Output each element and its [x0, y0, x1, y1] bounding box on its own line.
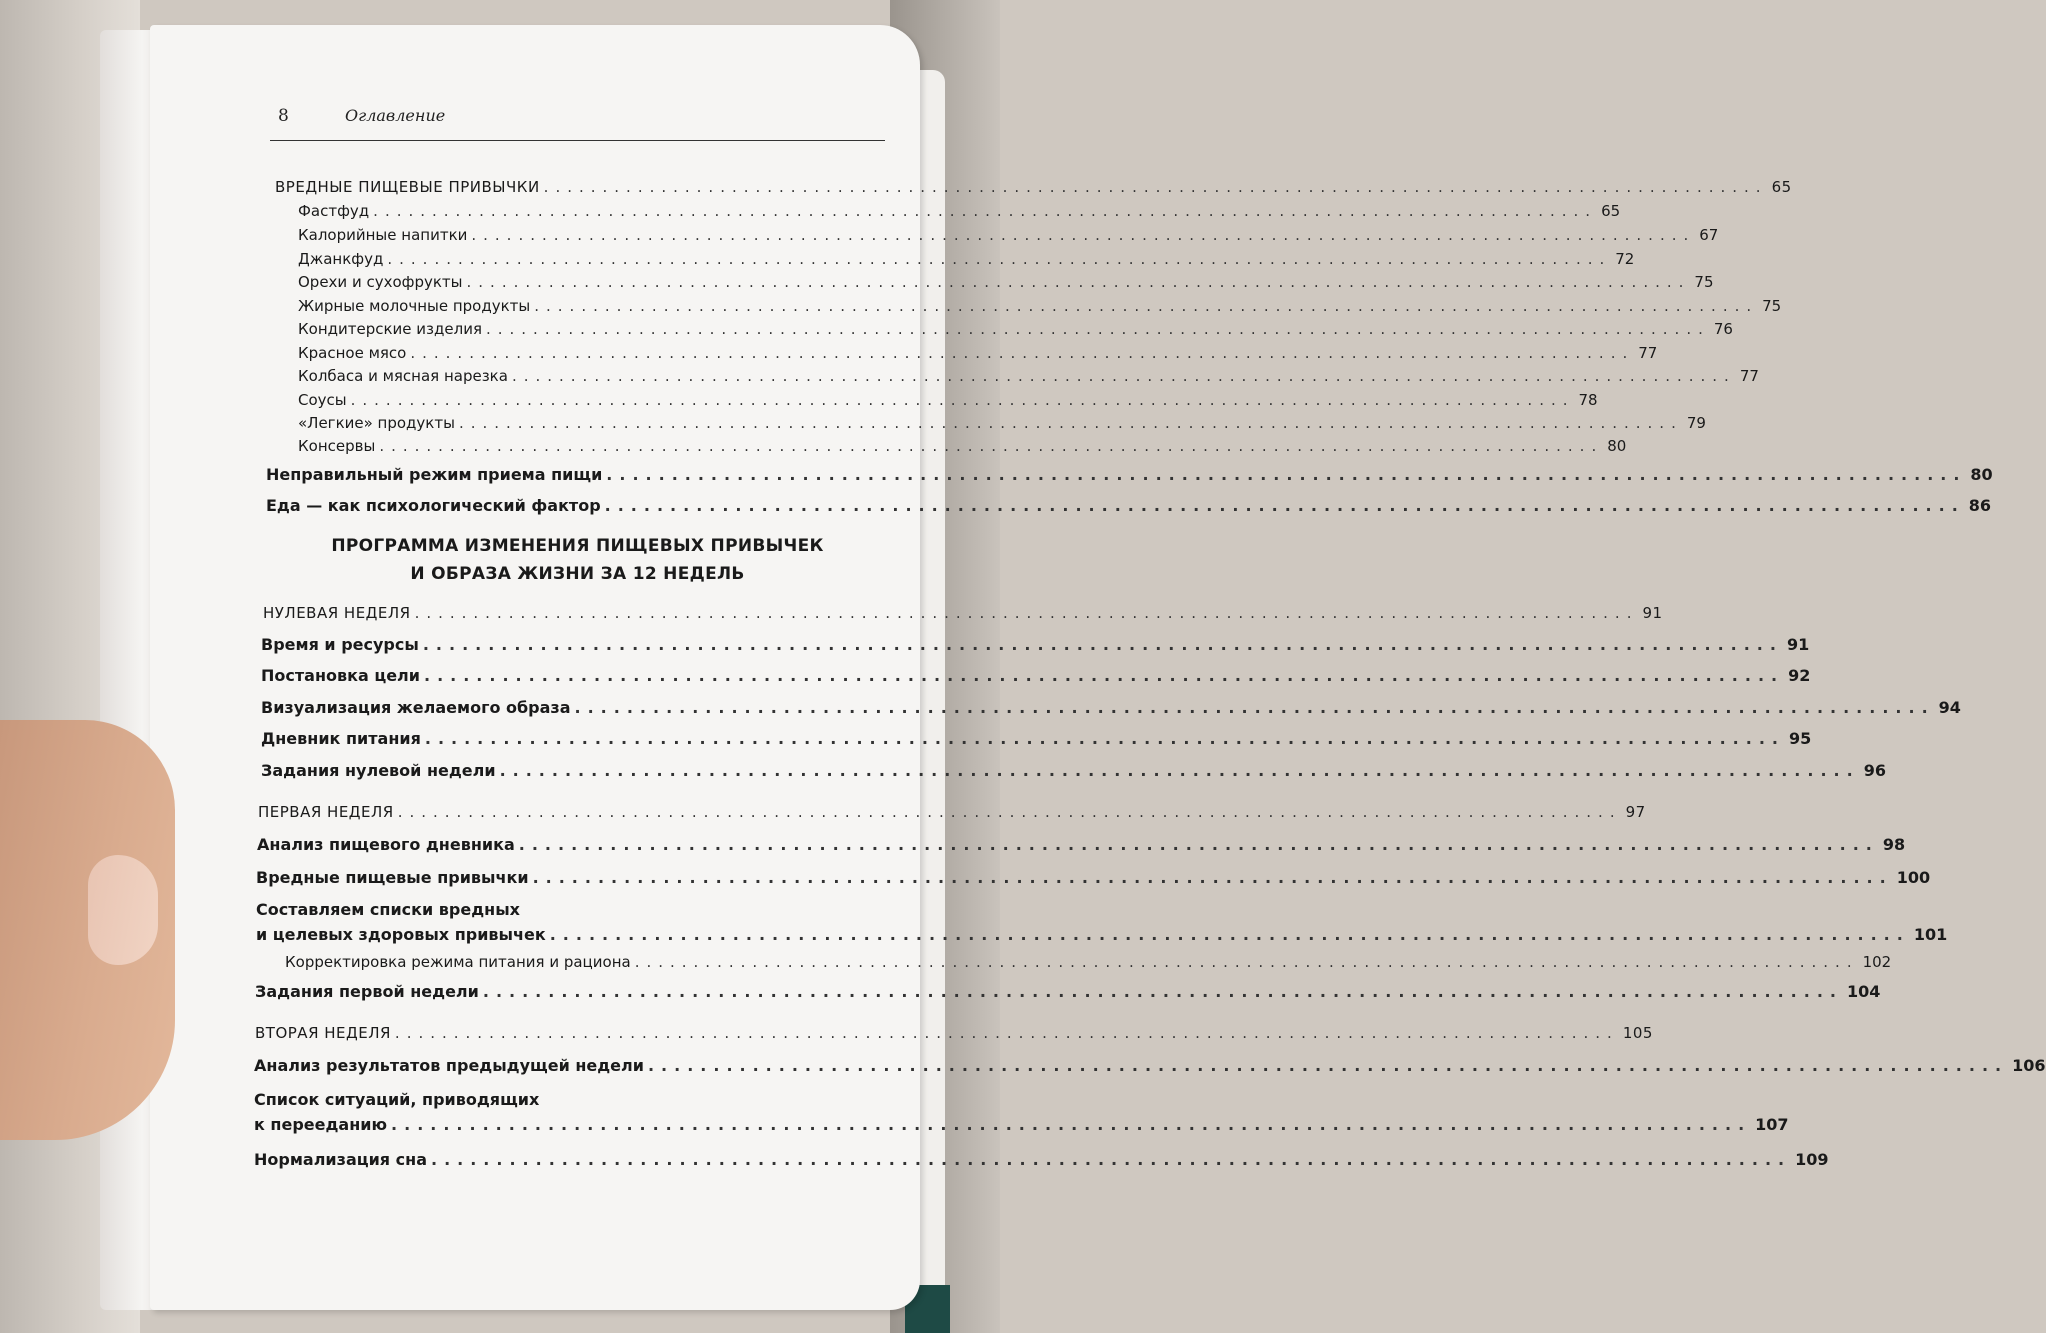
entry-page: 106	[2012, 1056, 2046, 1075]
entry-page: 100	[1896, 868, 1931, 887]
dot-leader: ........................................................................................................	[414, 604, 1639, 622]
entry-page: 75	[1694, 273, 1714, 291]
entry-label: ПЕРВАЯ НЕДЕЛЯ	[258, 803, 394, 821]
toc-entry	[298, 320, 1733, 338]
entry-page: 75	[1762, 297, 1782, 315]
dot-leader: ........................................................................................................	[397, 803, 1622, 821]
toc-entry	[256, 868, 1931, 887]
entry-label: Визуализация желаемого образа	[261, 698, 571, 717]
entry-label: Вредные пищевые привычки	[256, 868, 529, 887]
page-number: 8	[278, 106, 289, 126]
entry-page: 91	[1786, 635, 1810, 654]
entry-label: Красное мясо	[298, 344, 407, 362]
entry-label: Калорийные напитки	[298, 226, 468, 244]
dot-leader: ........................................................................................................	[379, 437, 1604, 455]
dot-leader: ........................................................................................................	[471, 226, 1696, 244]
dot-leader: ........................................................................................................	[532, 868, 1893, 887]
dot-leader: ........................................................................................................	[499, 761, 1860, 780]
dot-leader: ........................................................................................................	[430, 1150, 1792, 1169]
toc-entry	[266, 465, 1993, 484]
entry-label: Задания нулевой недели	[261, 761, 496, 780]
header-title: Оглавление	[345, 106, 446, 125]
toc-entry	[261, 761, 1886, 780]
entry-page: 77	[1638, 344, 1658, 362]
entry-page: 76	[1713, 320, 1733, 338]
entry-page: 72	[1615, 250, 1635, 268]
entry-page: 86	[1968, 496, 1992, 515]
entry-page: 65	[1771, 178, 1792, 196]
entry-label: Консервы	[298, 437, 376, 455]
entry-label: Колбаса и мясная нарезка	[298, 367, 508, 385]
dot-leader: ........................................................................................................	[549, 925, 1910, 944]
dot-leader: ........................................................................................................	[647, 1056, 2009, 1075]
entry-page: 91	[1642, 604, 1663, 622]
toc-entry	[261, 729, 1812, 748]
entry-label: Орехи и сухофрукты	[298, 273, 463, 291]
entry-page: 65	[1601, 202, 1621, 220]
entry-label: Кондитерские изделия	[298, 320, 482, 338]
entry-label: Джанкфуд	[298, 250, 384, 268]
entry-label: Время и ресурсы	[261, 635, 419, 654]
entry-label: Анализ пищевого дневника	[257, 835, 515, 854]
dot-leader: ........................................................................................................	[466, 273, 1691, 291]
dot-leader: ........................................................................................................	[518, 835, 1879, 854]
toc-entry-first-line: Список ситуаций, приводящих	[254, 1090, 540, 1109]
toc-entry	[298, 437, 1627, 455]
dot-leader: ........................................................................................................	[482, 982, 1843, 1001]
entry-label: Дневник питания	[261, 729, 421, 748]
dot-leader: ........................................................................................................	[424, 729, 1785, 748]
toc-entry-first-line: Составляем списки вредных	[256, 900, 520, 919]
entry-page: 96	[1863, 761, 1886, 780]
toc-entry	[298, 250, 1635, 268]
entry-label: Корректировка режима питания и рациона	[285, 953, 631, 971]
entry-label: Анализ результатов предыдущей недели	[254, 1056, 644, 1075]
entry-label: Жирные молочные продукты	[298, 297, 531, 315]
toc-entry	[285, 953, 1892, 971]
toc-entry	[298, 344, 1658, 362]
toc-entry	[258, 803, 1646, 821]
entry-page: 79	[1686, 414, 1706, 432]
entry-page: 105	[1622, 1024, 1653, 1042]
toc-entry	[298, 226, 1719, 244]
dot-leader: ........................................................................................................	[373, 202, 1598, 220]
entry-label: Задания первой недели	[255, 982, 479, 1001]
dot-leader: ........................................................................................................	[604, 496, 1965, 515]
entry-page: 107	[1755, 1115, 1789, 1134]
toc-entry	[298, 367, 1759, 385]
toc-entry	[256, 925, 1948, 944]
entry-page: 80	[1607, 437, 1627, 455]
entry-page: 77	[1739, 367, 1759, 385]
toc-entry	[275, 178, 1792, 196]
dot-leader: ........................................................................................................	[410, 344, 1635, 362]
dot-leader: ........................................................................................................	[574, 698, 1935, 717]
entry-page: 94	[1938, 698, 1961, 717]
toc-entry	[255, 1024, 1653, 1042]
entry-label: ВРЕДНЫЕ ПИЩЕВЫЕ ПРИВЫЧКИ	[275, 178, 540, 196]
entry-label: к перееданию	[254, 1115, 388, 1134]
program-title-line: И ОБРАЗА ЖИЗНИ ЗА 12 НЕДЕЛЬ	[410, 564, 745, 584]
entry-label: НУЛЕВАЯ НЕДЕЛЯ	[263, 604, 411, 622]
dot-leader: ........................................................................................................	[391, 1115, 1752, 1134]
toc-entry	[261, 666, 1811, 685]
entry-label: Еда — как психологический фактор	[266, 496, 601, 515]
toc-entry	[298, 391, 1598, 409]
toc-entry	[263, 604, 1663, 622]
toc-entry	[298, 202, 1621, 220]
entry-page: 102	[1862, 953, 1892, 971]
program-title-line: ПРОГРАММА ИЗМЕНЕНИЯ ПИЩЕВЫХ ПРИВЫЧЕК	[331, 536, 824, 556]
toc-entry	[298, 273, 1714, 291]
entry-label: Фастфуд	[298, 202, 370, 220]
entry-page: 109	[1795, 1150, 1829, 1169]
toc-entry	[261, 635, 1810, 654]
toc-entry	[261, 698, 1961, 717]
dot-leader: ........................................................................................................	[485, 320, 1710, 338]
dot-leader: ........................................................................................................	[458, 414, 1683, 432]
toc-entry	[254, 1115, 1789, 1134]
entry-label: Нормализация сна	[254, 1150, 427, 1169]
entry-page: 101	[1913, 925, 1948, 944]
program-title	[270, 532, 885, 588]
toc-entry	[254, 1150, 1829, 1169]
dot-leader: ........................................................................................................	[423, 666, 1785, 685]
toc-entry	[255, 982, 1881, 1001]
entry-page: 98	[1882, 835, 1906, 854]
toc-entry	[254, 1056, 2046, 1075]
entry-label: «Легкие» продукты	[298, 414, 455, 432]
entry-page: 97	[1625, 803, 1646, 821]
entry-page: 95	[1788, 729, 1812, 748]
entry-label: Соусы	[298, 391, 347, 409]
toc-entry	[298, 414, 1706, 432]
dot-leader: ........................................................................................................	[534, 297, 1759, 315]
entry-page: 80	[1970, 465, 1993, 484]
entry-label: ВТОРАЯ НЕДЕЛЯ	[255, 1024, 391, 1042]
entry-label: Постановка цели	[261, 666, 420, 685]
toc-entry	[257, 835, 1906, 854]
dot-leader: ........................................................................................................	[350, 391, 1575, 409]
entry-page: 78	[1578, 391, 1598, 409]
dot-leader: ........................................................................................................	[422, 635, 1783, 654]
entry-label: и целевых здоровых привычек	[256, 925, 546, 944]
dot-leader: ........................................................................................................	[634, 953, 1859, 971]
dot-leader: ........................................................................................................	[543, 178, 1768, 196]
page-header	[270, 100, 885, 141]
entry-page: 104	[1846, 982, 1881, 1001]
toc-entry	[298, 297, 1782, 315]
dot-leader: ........................................................................................................	[606, 465, 1967, 484]
entry-label: Неправильный режим приема пищи	[266, 465, 603, 484]
dot-leader: ........................................................................................................	[511, 367, 1736, 385]
entry-page: 92	[1788, 666, 1811, 685]
dot-leader: ........................................................................................................	[394, 1024, 1619, 1042]
toc-entry	[266, 496, 1992, 515]
thumb-nail	[88, 855, 158, 965]
entry-page: 67	[1699, 226, 1719, 244]
dot-leader: ........................................................................................................	[387, 250, 1612, 268]
